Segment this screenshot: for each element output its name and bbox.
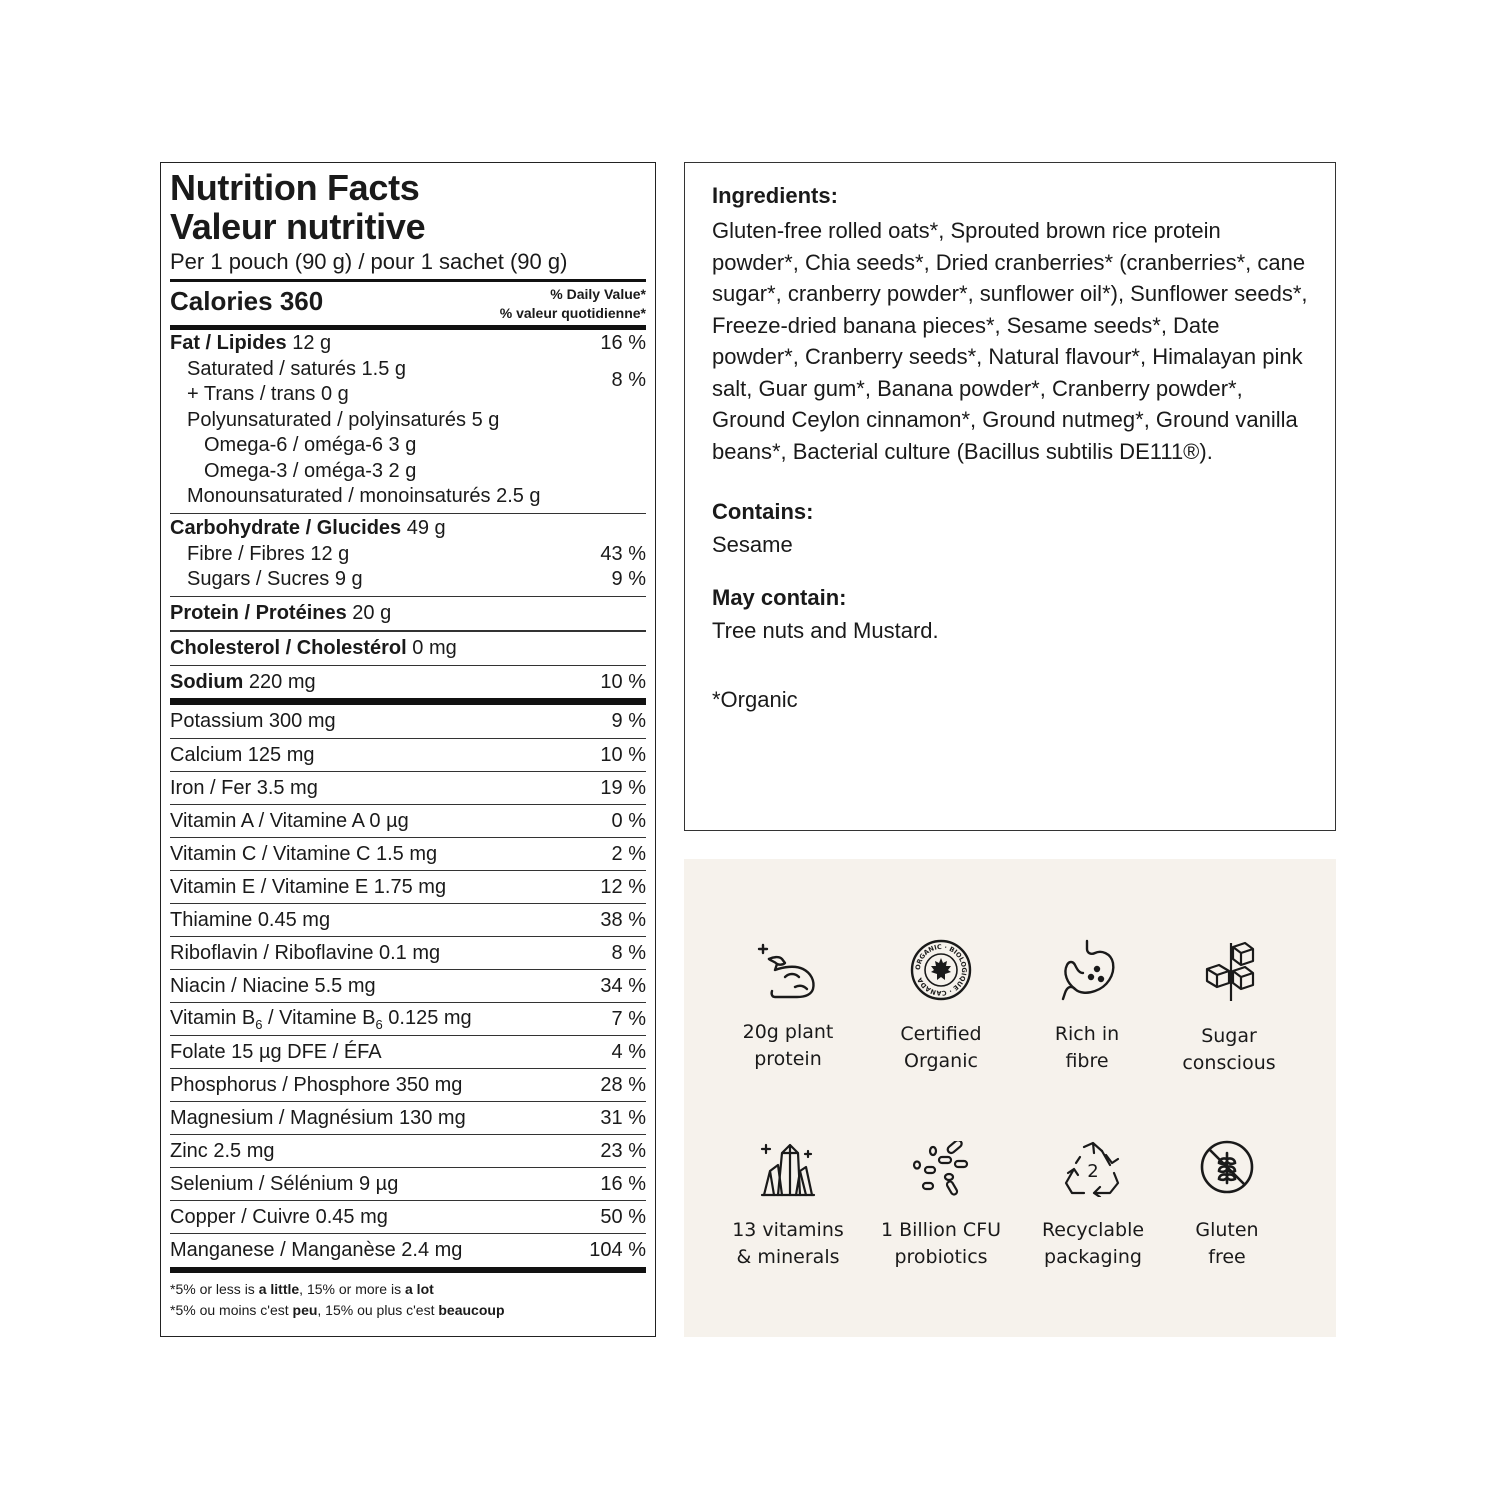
nutrient-label: Thiamine 0.45 mg [170,908,331,931]
calories: Calories 360 [170,286,324,316]
nutrient-pct: 23 % [600,1139,646,1162]
cholesterol-amount: 0 mg [406,636,457,659]
may-contain-heading: May contain: [712,584,847,610]
nutrient-pct: 2 % [611,842,646,865]
no-gluten-icon [1199,1139,1255,1195]
nutrient-label: Iron / Fer 3.5 mg [170,776,318,799]
poly-label: Polyunsaturated / polyinsaturés 5 g [187,408,500,431]
nutrient-label: Magnesium / Magnésium 130 mg [170,1106,466,1129]
badge-certified-organic [866,939,1016,1075]
fat-row [170,331,646,357]
nutrient-label: Manganese / Manganèse 2.4 mg [170,1238,463,1261]
serving-size: Per 1 pouch (90 g) / pour 1 sachet (90 g) [170,249,568,274]
list-item [170,837,646,870]
cholesterol-label: Cholesterol / Cholestérol [170,636,407,659]
nutrient-label: Vitamin E / Vitamine E 1.75 mg [170,875,447,898]
footnote-fr: *5% ou moins c'est peu, 15% ou plus c'est beaucoup [170,1302,505,1318]
nutrient-pct: 12 % [600,875,646,898]
fat-pct: 16 % [600,332,646,355]
sugar-cubes-icon [1201,939,1257,1003]
mono-label: Monounsaturated / monoinsaturés 2.5 g [187,485,541,508]
recycle-icon [1064,1141,1122,1197]
badge-gluten-free [1152,1139,1302,1271]
omega6-label: Omega-6 / oméga-6 3 g [204,434,417,457]
sugars-pct: 9 % [611,568,646,591]
badge-plant-protein [713,939,863,1073]
nutrient-pct: 16 % [600,1172,646,1195]
nutrient-pct: 19 % [600,776,646,799]
mono-row [170,484,646,510]
nutrient-label: Niacin / Niacine 5.5 mg [170,974,376,997]
badge-recyclable-packaging [1018,1141,1168,1271]
cholesterol-row [170,632,646,665]
nutrient-label: Vitamin A / Vitamine A 0 µg [170,809,409,832]
ingredients-text: Gluten-free rolled oats*, Sprouted brown rice protein powder*, Chia seeds*, Dried cranberries* (cranberries*, cane sugar*, cranberry powder*, sunflower oil*), Sunflower seeds*, Freeze-dried banana pieces*, Sesame seeds*, Date powder*, Cranberry seeds*, Natural flavour*, Himalayan pink salt, Guar gum*, Banana powder*, Cranberry powder*, Ground Ceylon cinnamon*, Ground nutmeg*, Ground vanilla beans*, Bacterial culture (Bacillus subtilis DE111®). [712,218,1308,464]
badge-rich-in-fibre [1012,939,1162,1075]
list-item [170,969,646,1002]
contains-text: Sesame [712,532,793,557]
sodium-row [170,666,646,698]
nutrient-pct: 9 % [611,710,646,732]
organic-seal-icon [910,939,972,1001]
sat-trans-pct: 8 % [611,369,646,391]
badge-probiotics [866,1141,1016,1271]
nutrient-pct: 7 % [611,1007,646,1030]
sugars-row [170,567,646,593]
svg-text:ORGANIC · BIOLOGIQUE · CANADA: ORGANIC · BIOLOGIQUE · CANADA [913,942,969,998]
badge-label: Rich in fibre [1054,1023,1120,1072]
carb-row [170,516,646,542]
minerals-list [170,705,646,1266]
nutrient-pct: 50 % [600,1205,646,1228]
protein-amount: 20 g [346,602,392,624]
sugars-label: Sugars / Sucres 9 g [187,568,363,591]
list-item [170,1134,646,1167]
nutrient-pct: 4 % [611,1040,646,1063]
may-contain-text: Tree nuts and Mustard. [712,617,939,643]
badge-label: 1 Billion CFU probiotics [880,1219,1002,1268]
nutrient-label: Selenium / Sélénium 9 µg [170,1172,399,1195]
badge-vitamins-minerals [713,1141,863,1271]
nutrient-label: Phosphorus / Phosphore 350 mg [170,1073,463,1096]
protein-label: Protein / Protéines [170,602,347,624]
nutrition-facts-table [160,162,656,1337]
nutrient-label: Vitamin $B_6$ / Vitamine $B_6$ 0.125 mg [170,1006,472,1032]
carb-group [170,514,646,596]
list-item [170,738,646,771]
badge-label: 13 vitamins & minerals [732,1219,844,1268]
fibre-pct: 43 % [600,542,646,565]
badge-label: 20g plant protein [742,1021,834,1070]
nutrient-pct: 38 % [600,908,646,931]
list-item [170,1200,646,1233]
svg-text:2: 2 [1087,1161,1099,1182]
organic-note: *Organic [712,687,798,712]
protein-row [170,597,646,630]
nutrient-pct: 10 % [600,743,646,766]
trans-label: + Trans / trans 0 g [187,383,349,406]
probiotics-icon [911,1141,971,1197]
saturated-row [170,357,646,383]
daily-value-en: % Daily Value* [550,286,646,302]
nutrient-pct: 8 % [611,941,646,964]
nutrient-label: Copper / Cuivre 0.45 mg [170,1205,388,1228]
carb-amount: 49 g [401,517,446,540]
badge-sugar-conscious [1154,939,1304,1077]
badge-label: Recyclable packaging [1041,1219,1145,1268]
fat-group [170,330,646,513]
omega3-row [170,459,646,485]
list-item [170,903,646,936]
divider-thick [170,698,646,705]
fat-label: Fat / Lipides [170,332,287,355]
fat-amount: 12 g [286,332,332,355]
nutrient-pct: 34 % [600,974,646,997]
list-item [170,804,646,837]
list-item [170,771,646,804]
nutrient-label: Riboflavin / Riboflavine 0.1 mg [170,941,441,964]
list-item [170,1068,646,1101]
ingredients-heading: Ingredients: [712,183,838,208]
list-item [170,1167,646,1200]
footnote [170,1273,646,1321]
badge-label: Certified Organic [900,1023,982,1072]
nutrient-pct: 104 % [589,1238,646,1261]
nutrient-label: Folate 15 µg DFE / ÉFA [170,1040,382,1063]
daily-value-fr: % valeur quotidienne* [499,305,646,321]
badge-label: Sugar conscious [1182,1025,1276,1074]
calories-row [170,282,646,325]
nutrient-pct: 28 % [600,1073,646,1096]
list-item [170,1002,646,1035]
omega3-label: Omega-3 / oméga-3 2 g [204,459,417,482]
sodium-amount: 220 mg [243,670,316,693]
list-item [170,1101,646,1134]
list-item [170,936,646,969]
nutrition-title-en: Nutrition Facts [170,167,420,208]
saturated-label: Saturated / saturés 1.5 g [187,357,407,380]
flexed-arm-icon [755,939,821,999]
omega6-row [170,433,646,459]
nutrient-label: Zinc 2.5 mg [170,1139,275,1162]
nutrient-pct: 0 % [611,809,646,832]
ingredients-panel [684,162,1336,831]
fibre-label: Fibre / Fibres 12 g [187,542,350,565]
sodium-label: Sodium [170,670,244,693]
nutrient-label: Vitamin C / Vitamine C 1.5 mg [170,842,438,865]
poly-row [170,408,646,434]
crystals-icon [760,1141,816,1197]
footnote-en: *5% or less is a little, 15% or more is a lot [170,1281,434,1297]
feature-badges [684,859,1336,1337]
carb-label: Carbohydrate / Glucides [170,517,402,540]
list-item [170,1233,646,1266]
nutrient-label: Potassium 300 mg [170,710,336,732]
stomach-icon [1057,939,1117,1001]
nutrition-title-fr: Valeur nutritive [170,206,426,247]
nutrient-pct: 31 % [600,1106,646,1129]
daily-value-header [500,285,646,323]
sodium-pct: 10 % [600,670,646,693]
trans-row [170,382,646,408]
fibre-row [170,542,646,568]
nutrient-label: Calcium 125 mg [170,743,315,766]
list-item [170,705,646,738]
list-item [170,1035,646,1068]
list-item [170,870,646,903]
contains-heading: Contains: [712,499,814,524]
badge-label: Gluten free [1195,1219,1259,1268]
